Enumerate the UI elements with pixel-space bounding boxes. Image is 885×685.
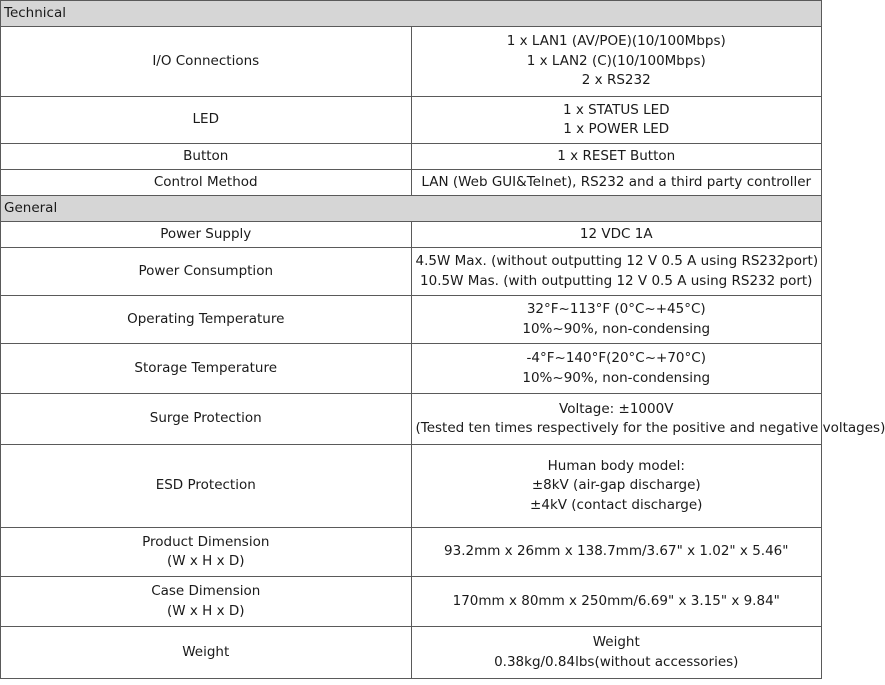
spec-value: 1 x LAN1 (AV/POE)(10/100Mbps) 1 x LAN2 (C)(10/100Mbps) 2 x RS232 <box>411 27 822 97</box>
spec-label: Power Supply <box>1 222 412 248</box>
spec-value: LAN (Web GUI&Telnet), RS232 and a third party controller <box>411 170 822 196</box>
spec-value: Human body model: ±8kV (air-gap discharge) ±4kV (contact discharge) <box>411 445 822 528</box>
spec-label: Product Dimension (W x H x D) <box>1 528 412 577</box>
spec-label: Surge Protection <box>1 394 412 445</box>
spec-label: Operating Temperature <box>1 296 412 344</box>
spec-value: 12 VDC 1A <box>411 222 822 248</box>
section-header-technical <box>1 1 822 27</box>
spec-label: LED <box>1 97 412 144</box>
section-title: Technical <box>1 1 822 27</box>
spec-row-case-dimension <box>1 577 822 627</box>
spec-row-weight <box>1 627 822 679</box>
section-header-general <box>1 196 822 222</box>
spec-row-storage-temperature <box>1 344 822 394</box>
section-title: General <box>1 196 822 222</box>
spec-value: 170mm x 80mm x 250mm/6.69" x 3.15" x 9.84" <box>411 577 822 627</box>
spec-row-operating-temperature <box>1 296 822 344</box>
spec-row-esd-protection <box>1 445 822 528</box>
spec-value: Weight 0.38kg/0.84lbs(without accessories) <box>411 627 822 679</box>
spec-value: -4°F~140°F(20°C~+70°C) 10%~90%, non-condensing <box>411 344 822 394</box>
spec-label: Control Method <box>1 170 412 196</box>
spec-row-surge-protection <box>1 394 822 445</box>
spec-value: 93.2mm x 26mm x 138.7mm/3.67" x 1.02" x 5.46" <box>411 528 822 577</box>
spec-label: Button <box>1 144 412 170</box>
spec-label: Storage Temperature <box>1 344 412 394</box>
spec-value: 1 x STATUS LED 1 x POWER LED <box>411 97 822 144</box>
spec-row-power-supply <box>1 222 822 248</box>
spec-value: 4.5W Max. (without outputting 12 V 0.5 A using RS232port) 10.5W Mas. (with outputting 12 V 0.5 A using RS232 port) <box>411 248 822 296</box>
spec-label: I/O Connections <box>1 27 412 97</box>
spec-row-led <box>1 97 822 144</box>
spec-label: Case Dimension (W x H x D) <box>1 577 412 627</box>
spec-row-product-dimension <box>1 528 822 577</box>
spec-label: ESD Protection <box>1 445 412 528</box>
spec-label: Weight <box>1 627 412 679</box>
spec-row-io-connections <box>1 27 822 97</box>
spec-row-button <box>1 144 822 170</box>
spec-row-power-consumption <box>1 248 822 296</box>
spec-row-control-method <box>1 170 822 196</box>
spec-value: Voltage: ±1000V (Tested ten times respectively for the positive and negative voltages) <box>411 394 822 445</box>
spec-value: 1 x RESET Button <box>411 144 822 170</box>
spec-label: Power Consumption <box>1 248 412 296</box>
spec-value: 32°F~113°F (0°C~+45°C) 10%~90%, non-condensing <box>411 296 822 344</box>
